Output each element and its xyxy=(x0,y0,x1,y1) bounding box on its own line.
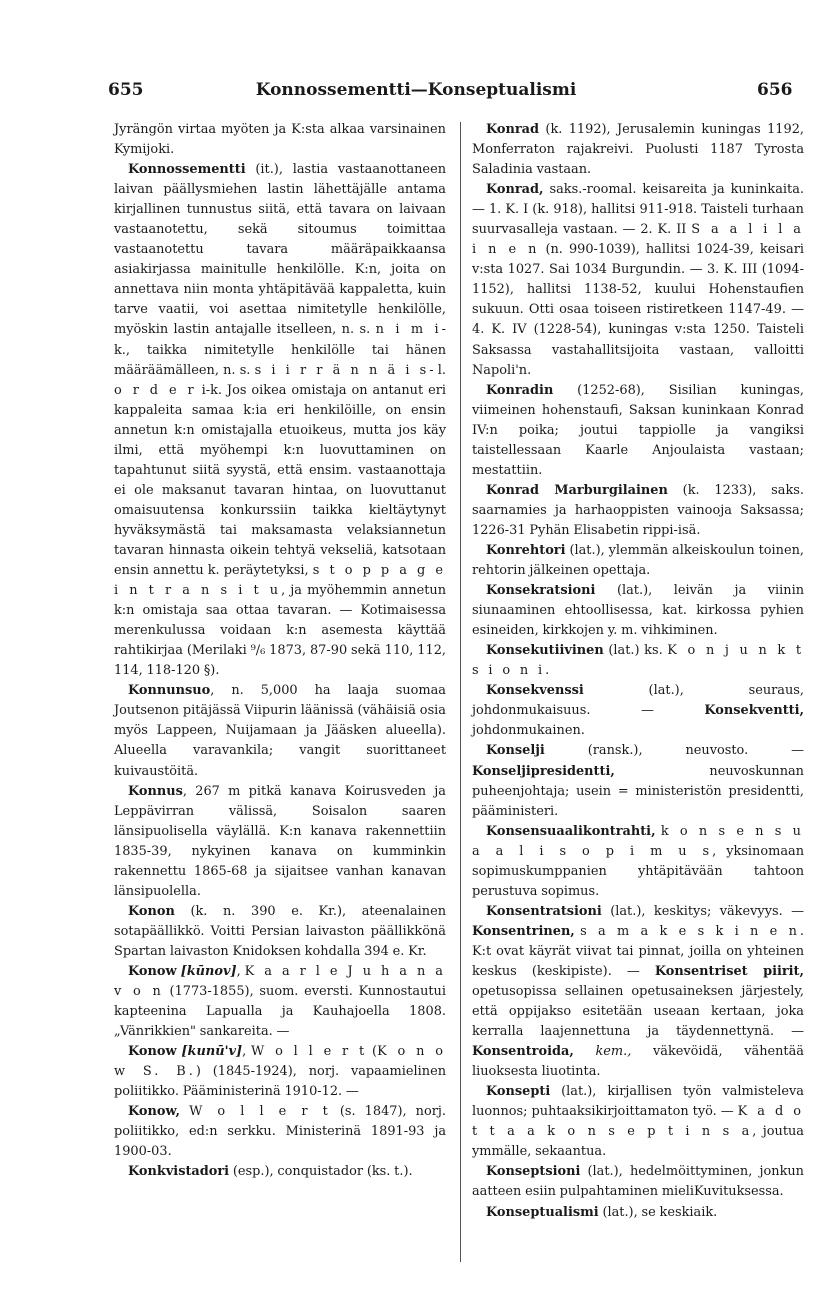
column-divider xyxy=(460,122,461,1262)
dictionary-entry: Konnunsuo, n. 5,000 ha laaja suomaa Joutsenon pitäjässä Viipurin läänissä (vähäisiä osia myös Lappeen, Nuijamaan ja Jääsken alueella). Alueella varavankila; vangit suorittaneet kuivaustöitä. xyxy=(114,683,446,779)
page-number-left: 655 xyxy=(108,80,144,100)
dictionary-entry: Konsekratsioni (lat.), leivän ja viinin siunaaminen ehtoollisessa, kat. kirkossa pyhien esineiden, kirkkojen y. m. vihkiminen. xyxy=(472,583,804,639)
entry-headword: Konseptualismi xyxy=(486,1204,599,1220)
entry-headword: Konkvistadori xyxy=(128,1164,230,1180)
entry-headword: Konsentratsioni xyxy=(486,903,602,919)
dictionary-entry: Konrad Marburgilainen (k. 1233), saks. saarnamies ja harhaoppisten vainooja Saksassa; 1226-31 Pyhän Elisabetin rippi-isä. xyxy=(472,482,805,538)
entry-headword: Konnunsuo xyxy=(128,683,211,699)
entry-headword: Konow, xyxy=(128,1104,181,1120)
page-number-right: 656 xyxy=(757,80,793,100)
entry-headword: Konselji xyxy=(486,743,545,759)
dictionary-entry: Konon (k. n. 390 e. Kr.), ateenalainen sotapäällikkö. Voitti Persian laivaston päällikkönä Spartan laivaston Knidoksen kohdalla 394 e. Kr. xyxy=(114,903,446,959)
entry-headword: Konrad Marburgilainen xyxy=(486,482,668,498)
dictionary-entry: Konsekvenssi (lat.), seuraus, johdonmukaisuus. — Konsekventti, johdonmukainen. xyxy=(472,683,804,739)
entry-headword: Konradin xyxy=(486,382,554,398)
dictionary-entry: Konow, W o l l e r t (s. 1847), norj. poliitikko, ed:n serkku. Ministerinä 1891-93 ja 1900-03. xyxy=(114,1104,446,1160)
dictionary-entry: Konsensuaalikontrahti, k o n s e n s u a a l i s o p i m u s, yksinomaan sopimuskumppanien yhtäpitävään tahtoon perustuva sopimus. xyxy=(472,823,805,899)
entry-headword: Konseptsioni xyxy=(486,1164,581,1180)
dictionary-entry: Konrad (k. 1192), Jerusalemin kuningas 1192, Monferraton rajakreivi. Puolusti 1187 Tyrosta Saladinia vastaan. xyxy=(472,122,804,178)
dictionary-entry: Konnossementti (it.), lastia vastaanottaneen laivan päällysmiehen lastin lähettäjälle antama kirjallinen tunnustus siitä, että tavara on laivaan vastaanotettu, sekä sitoumus toimittaa vastaanotettu tavara määräpaikkaansa asiakirjassa mainitulle henkilölle. K:n, joita on annettava niin monta yhtäpitävää kappaletta, kuin tarve vaatii, voi asettaa nimitetylle henkilölle, myöskin lastin antajalle itselleen, n. s. n i m i-k., taikka nimitetylle henkilölle tai hänen määräämälleen, n. s. s i i r r ä n n ä i s- l. o r d e r i-k. Jos oikea omistaja on antanut eri kappaleita samaa k:ia eri henkilöille, on ensin annetun k:n omistajalla etuoikeus, mutta jos käy ilmi, että myöhempi k:n luovuttaminen on tapahtunut siitä syystä, että ensim. vastaanottaja ei ole maksanut tavaran hintaa, on luovuttanut omaisuutensa konkurssiin taikka kieltäytynyt hyväksymästä tai maksamasta velaksiannetun tavaran hinnasta oikein tehtyä vekseliä, katsotaan ensin annettu k. peräytetyksi, s t o p p a g e i n t r a n s i t u, ja myöhemmin annetun k:n omistaja saa ottaa tavaran. — Kotimaisessa merenkulussa voidaan k:n asemesta käyttää rahtikirjaa (Merilaki ⁹/₆ 1873, 87-90 sekä 110, 112, 114, 118-120 §). xyxy=(114,162,447,679)
dictionary-entry: Jyrängön virtaa myöten ja K:sta alkaa varsinainen Kymijoki. xyxy=(114,122,446,158)
dictionary-entry: Konseptsioni (lat.), hedelmöittyminen, jonkun aatteen esiin pulpahtaminen mieliKuvituksessa. xyxy=(472,1164,804,1200)
entry-headword: Konon xyxy=(128,903,175,919)
entry-headword: Konow xyxy=(128,1044,177,1060)
entry-headword: Konnossementti xyxy=(128,162,246,178)
dictionary-entry: Konnus, 267 m pitkä kanava Koirusveden ja Leppävirran välissä, Soisalon saaren länsipuolisella väylällä. K:n kanava rakennettiin 1835-39, nykyinen kanava on kumminkin rakennettu 1865-68 ja sijaitsee vanhan kanavan länsipuolella. xyxy=(114,783,446,899)
dictionary-entry: Konkvistadori (esp.), conquistador (ks. t.). xyxy=(128,1164,413,1180)
entry-headword: Konsekratsioni xyxy=(486,583,596,599)
dictionary-entry: Konow [kunū'v], W o l l e r t (K o n o w S. B.) (1845-1924), norj. vapaamielinen poliitikko. Pääministerinä 1910-12. — xyxy=(114,1044,446,1100)
entry-headword: Konow xyxy=(128,963,177,979)
entry-headword: Konsekutiivinen xyxy=(486,643,604,659)
entry-headword: Konsepti xyxy=(486,1084,551,1100)
dictionary-entry: Konseptualismi (lat.), se keskiaik. xyxy=(486,1204,718,1220)
dictionary-entry: Konsentratsioni (lat.), keskitys; väkevyys. — Konsentrinen, s a m a k e s k i n e n. K:t ovat käyrät viivat tai pinnat, joilla on yhteinen keskus (keskipiste). — Konsentriset piirit, opetusopissa sellainen opetusaineksen järjestely, että oppijakso esitetään useaan kertaan, joka kerralla laajennettuna ja täydennettynä. — Konsentroida, kem., väkevöidä, vähentää liuoksesta liuotinta. xyxy=(472,903,805,1080)
entry-headword: Konnus xyxy=(128,783,183,799)
entry-headword: Konrad xyxy=(486,122,540,137)
entry-headword: Konrad, xyxy=(486,182,544,198)
dictionary-entry: Konsekutiivinen (lat.) ks. K o n j u n k t s i o n i. xyxy=(472,643,804,679)
dictionary-entry: Konow [kūnov], K a a r l e J u h a n a v o n (1773-1855), suom. eversti. Kunnostautui kapteenina Lapualla ja Kauhajoella 1808. „Vänrikkien" sankareita. — xyxy=(114,963,446,1040)
left-column xyxy=(114,120,446,1182)
right-column xyxy=(472,120,804,1223)
entry-headword: Konsensuaalikontrahti, xyxy=(486,823,656,839)
entry-headword: Konrehtori xyxy=(486,542,566,558)
dictionary-entry: Konselji (ransk.), neuvosto. — Konseljipresidentti, neuvoskunnan puheenjohtaja; usein = ministeristön presidentti, pääministeri. xyxy=(472,743,804,819)
dictionary-entry: Konrehtori (lat.), ylemmän alkeiskoulun toinen, rehtorin jälkeinen opettaja. xyxy=(472,542,804,579)
dictionary-entry: Konsepti (lat.), kirjallisen työn valmisteleva luonnos; puhtaaksikirjoittamaton työ. — K a d o t t a a k o n s e p t i n s a, joutua ymmälle, sekaantua. xyxy=(472,1084,804,1160)
running-title: Konnossementti—Konseptualismi xyxy=(255,80,577,100)
dictionary-entry: Konrad, saks.-roomal. keisareita ja kuninkaita. — 1. K. I (k. 918), hallitsi 911-918. Taisteli turhaan suurvasalleja vastaan. — 2. K. II S a a l i l a i n e n (n. 990-1039), hallitsi 1024-39, keisari v:sta 1027. Sai 1034 Burgundin. — 3. K. III (1094-1152), hallitsi 1138-52, kuului Hohenstaufien sukuun. Otti osaa toiseen ristiretkeen 1147-49. — 4. K. IV (1228-54), kuningas v:sta 1250. Taisteli Saksassa vastahallitsijoita vastaan, valloitti Napoli'n. xyxy=(472,182,804,378)
dictionary-entry: Konradin (1252-68), Sisilian kuningas, viimeinen hohenstaufi, Saksan kuninkaan Konrad IV:n poika; joutui tappiolle ja vangiksi taistellessaan Kaarle Anjoulaista vastaan; mestattiin. xyxy=(472,382,804,478)
entry-headword: Konsekvenssi xyxy=(486,683,584,699)
